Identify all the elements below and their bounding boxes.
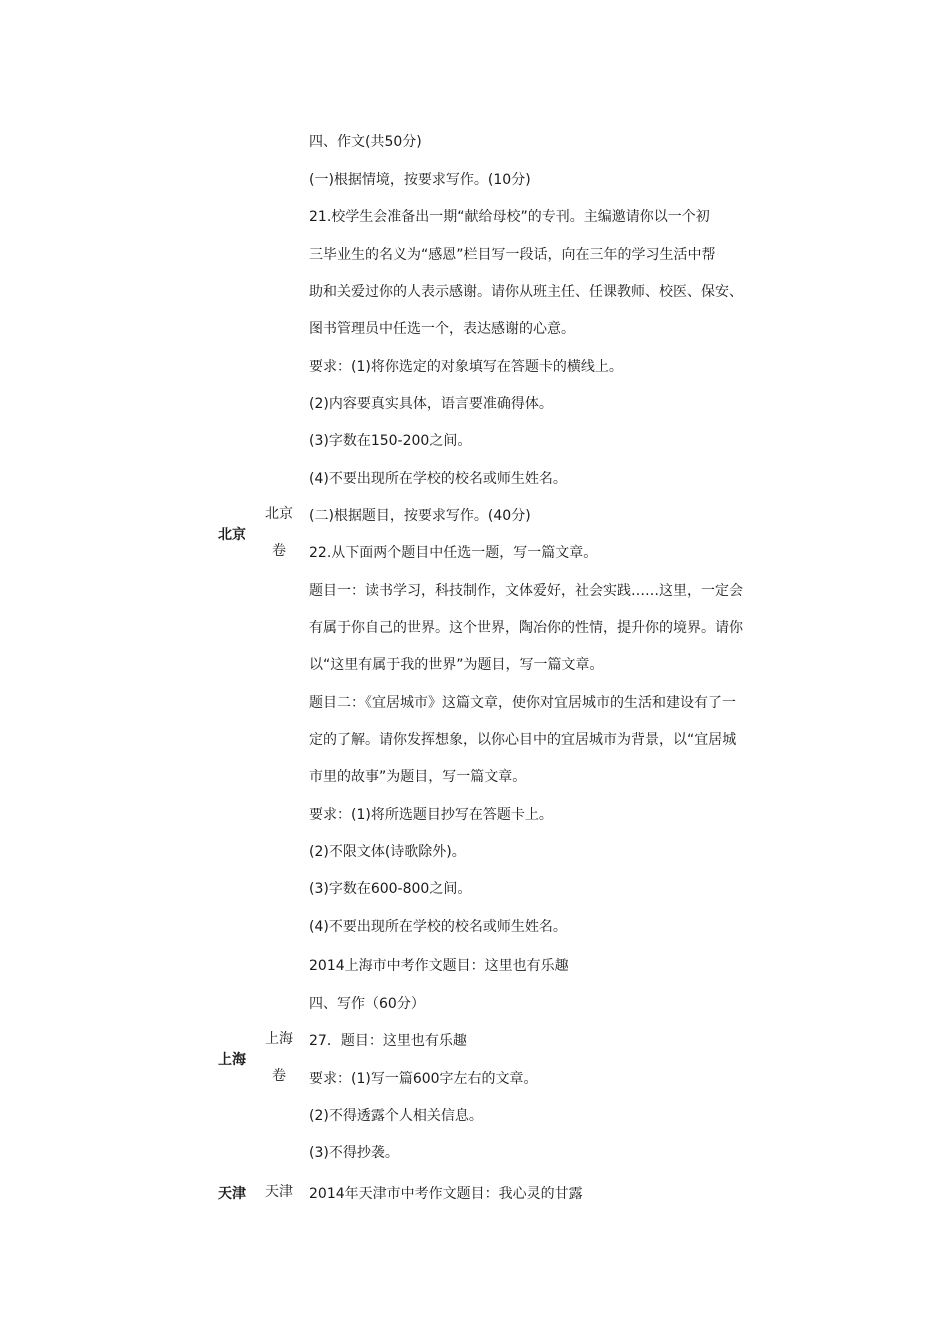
text-line: (3)字数在600-800之间。 <box>309 881 472 897</box>
text-line: 三毕业生的名义为“感恩”栏目写一段话，向在三年的学习生活中帮 <box>309 247 716 263</box>
text-line: (4)不要出现所在学校的校名或师生姓名。 <box>309 919 567 935</box>
text-line: 21.校学生会准备出一期“献给母校”的专刊。主编邀请你以一个初 <box>309 209 710 225</box>
text-line: 22.从下面两个题目中任选一题，写一篇文章。 <box>309 545 598 561</box>
sub-label-shanghai <box>264 1021 294 1095</box>
text-line: 2014年天津市中考作文题目：我心灵的甘露 <box>309 1186 583 1202</box>
text-line: 图书管理员中任选一个，表达感谢的心意。 <box>309 321 575 337</box>
text-line: (2)内容要真实具体，语言要准确得体。 <box>309 396 553 412</box>
text-line: 助和关爱过你的人表示感谢。请你从班主任、任课教师、校医、保安、 <box>309 284 743 300</box>
region-label-tianjin: 天津 <box>218 1186 246 1202</box>
sub-label-beijing <box>264 496 294 570</box>
text-line: 要求：(1)写一篇600字左右的文章。 <box>309 1071 538 1087</box>
text-line: 以“这里有属于我的世界”为题目，写一篇文章。 <box>309 657 604 673</box>
text-line: 四、写作（60分） <box>309 996 425 1012</box>
text-line: (二)根据题目，按要求写作。(40分) <box>309 508 531 524</box>
text-line: 四、作文(共50分) <box>309 134 422 150</box>
text-line: (2)不限文体(诗歌除外)。 <box>309 844 466 860</box>
text-line: 要求：(1)将你选定的对象填写在答题卡的横线上。 <box>309 359 623 375</box>
sub-label-tianjin <box>264 1174 294 1211</box>
text-line: 定的了解。请你发挥想象，以你心目中的宜居城市为背景，以“宜居城 <box>309 732 737 748</box>
text-line: (4)不要出现所在学校的校名或师生姓名。 <box>309 471 567 487</box>
text-line: 2014上海市中考作文题目：这里也有乐趣 <box>309 958 569 974</box>
sub-label-line: 卷 <box>272 543 286 559</box>
sub-label-line: 卷 <box>272 1068 286 1084</box>
text-line: (3)字数在150-200之间。 <box>309 433 472 449</box>
text-line: 题目二：《宜居城市》这篇文章，使你对宜居城市的生活和建设有了一 <box>309 695 736 711</box>
sub-label-line: 北京 <box>265 506 293 522</box>
region-label-shanghai: 上海 <box>218 1052 246 1068</box>
text-line: 有属于你自己的世界。这个世界，陶冶你的性情，提升你的境界。请你 <box>309 620 743 636</box>
sub-label-line: 上海 <box>265 1031 293 1047</box>
text-line: (2)不得透露个人相关信息。 <box>309 1108 483 1124</box>
text-line: (一)根据情境，按要求写作。(10分) <box>309 172 531 188</box>
sub-label-line: 天津 <box>265 1184 293 1200</box>
text-line: (3)不得抄袭。 <box>309 1145 399 1161</box>
text-line: 要求：(1)将所选题目抄写在答题卡上。 <box>309 807 553 823</box>
text-line: 市里的故事”为题目，写一篇文章。 <box>309 769 527 785</box>
text-line: 题目一：读书学习，科技制作，文体爱好，社会实践……这里，一定会 <box>309 583 743 599</box>
text-line: 27．题目：这里也有乐趣 <box>309 1033 467 1049</box>
region-label-beijing: 北京 <box>218 527 246 543</box>
